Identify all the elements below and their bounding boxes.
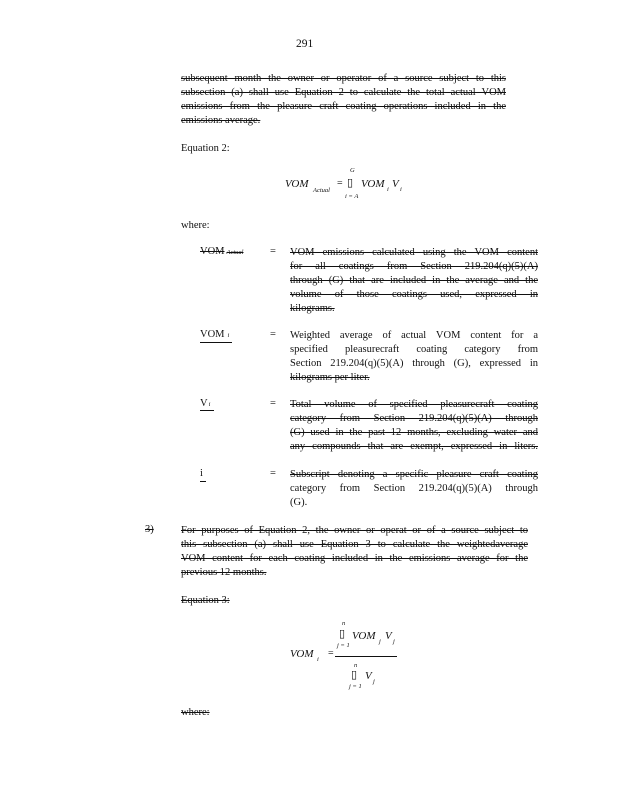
definition-text-vom-i <box>290 329 538 385</box>
page-number: 291 <box>296 38 314 50</box>
eq3-lhs: VOM <box>290 648 314 660</box>
paragraph-subsequent-month <box>181 72 506 128</box>
definition-line: category from Section 219.204(q)(5)(A) through <box>290 413 538 424</box>
eq3-equals: = <box>328 648 334 659</box>
eq3-den-sum-bottom: j = 1 <box>349 683 362 690</box>
definition-line: Section 219.204(q)(5)(A) through (G), expressed in <box>290 358 538 369</box>
eq3-num-term-sub: j <box>379 638 381 645</box>
definition-line: volume of those coatings used, expressed in <box>290 289 538 300</box>
definition-equals: = <box>270 398 276 409</box>
definition-line: VOM emissions calculated using the VOM content <box>290 247 538 258</box>
where-label: where: <box>181 220 210 231</box>
eq2-term-sub: i <box>387 186 389 193</box>
eq2-lhs-sub: Actual <box>313 187 330 194</box>
eq2-lhs: VOM <box>285 178 309 190</box>
eq2-var: V <box>392 178 399 190</box>
definition-line: Weighted average of actual VOM content for a <box>290 330 538 341</box>
eq3-num-sum-bottom: j = 1 <box>337 642 350 649</box>
definition-text-v-i <box>290 398 538 454</box>
paragraph-line: this subsection (a) shall use Equation 3 to calculate the weightedaverage <box>181 539 528 550</box>
definition-equals: = <box>270 329 276 340</box>
term-text: V <box>200 398 208 409</box>
eq3-den-var: V <box>365 670 372 682</box>
sum-icon: ▯ <box>339 628 346 640</box>
eq3-num-var: V <box>385 630 392 642</box>
term-text: VOM <box>200 329 225 340</box>
eq2-term: VOM <box>361 178 385 190</box>
eq3-den-var-sub: j <box>373 678 375 685</box>
paragraph-line: emissions from the pleasure craft coating operations included in the <box>181 101 506 112</box>
where-label-2: where: <box>181 707 210 718</box>
term-text: i <box>200 468 203 479</box>
definition-line: Subscript denoting a specific pleasure craft coating <box>290 469 538 480</box>
definition-line: Total volume of specified pleasurecraft coating <box>290 399 538 410</box>
eq3-lhs-sub: i <box>317 656 319 663</box>
definition-term-v-i <box>200 398 260 409</box>
eq3-num-sum-top: n <box>342 620 346 627</box>
equation-2 <box>285 164 425 204</box>
term-underline <box>200 342 232 343</box>
definition-text-vom-actual <box>290 246 538 316</box>
sum-icon: ▯ <box>351 669 358 681</box>
term-underline <box>200 410 214 411</box>
definition-equals: = <box>270 246 276 257</box>
paragraph-line: subsection (a) shall use Equation 2 to calculate the total actual VOM <box>181 87 506 98</box>
item-3-marker: 3) <box>145 524 154 535</box>
definition-line: category from Section 219.204(q)(5)(A) through <box>290 483 538 494</box>
definition-term-vom-i <box>200 329 260 340</box>
sum-icon: ▯ <box>347 177 354 189</box>
term-underline <box>200 481 206 482</box>
definition-line: (G) used in the past 12 months, excluding water and <box>290 427 538 438</box>
definition-text-i <box>290 468 538 510</box>
definition-term-i <box>200 468 260 479</box>
term-text: VOM <box>200 246 225 257</box>
definition-line: specified pleasurecraft coating category from <box>290 344 538 355</box>
item-3-paragraph <box>181 524 528 580</box>
eq2-sum-top: G <box>350 167 355 174</box>
definition-equals: = <box>270 468 276 479</box>
eq2-sum-bottom: i = A <box>345 193 359 200</box>
paragraph-line: VOM content for each coating included in the emissions average for the <box>181 553 528 564</box>
eq2-equals: = <box>337 178 343 189</box>
term-sub: i <box>227 332 230 339</box>
equation-2-label: Equation 2: <box>181 143 230 154</box>
equation-3 <box>290 620 410 695</box>
paragraph-line: subsequent month the owner or operator of a source subject to this <box>181 73 506 84</box>
term-sub: Actual <box>226 249 244 256</box>
eq3-den-sum-top: n <box>354 662 358 669</box>
definition-line: through (G) that are included in the average and the <box>290 275 538 286</box>
term-sub: i <box>208 401 211 408</box>
fraction-bar <box>335 656 397 657</box>
eq3-num-var-sub: j <box>393 638 395 645</box>
definition-line: (G). <box>290 497 308 508</box>
paragraph-line: For purposes of Equation 2, the owner or operat or of a source subject to <box>181 525 528 536</box>
definition-line: for all coatings from Section 219.204(q)(5)(A) <box>290 261 538 272</box>
equation-3-label: Equation 3: <box>181 595 230 606</box>
eq3-num-term: VOM <box>352 630 376 642</box>
definition-term-vom-actual <box>200 246 260 257</box>
definition-line: kilograms per liter. <box>290 372 370 383</box>
paragraph-line: emissions average. <box>181 115 261 126</box>
eq2-var-sub: i <box>400 186 402 193</box>
definition-line: any compounds that are exempt, expressed in liters. <box>290 441 538 452</box>
definition-line: kilograms. <box>290 303 335 314</box>
paragraph-line: previous 12 months. <box>181 567 267 578</box>
